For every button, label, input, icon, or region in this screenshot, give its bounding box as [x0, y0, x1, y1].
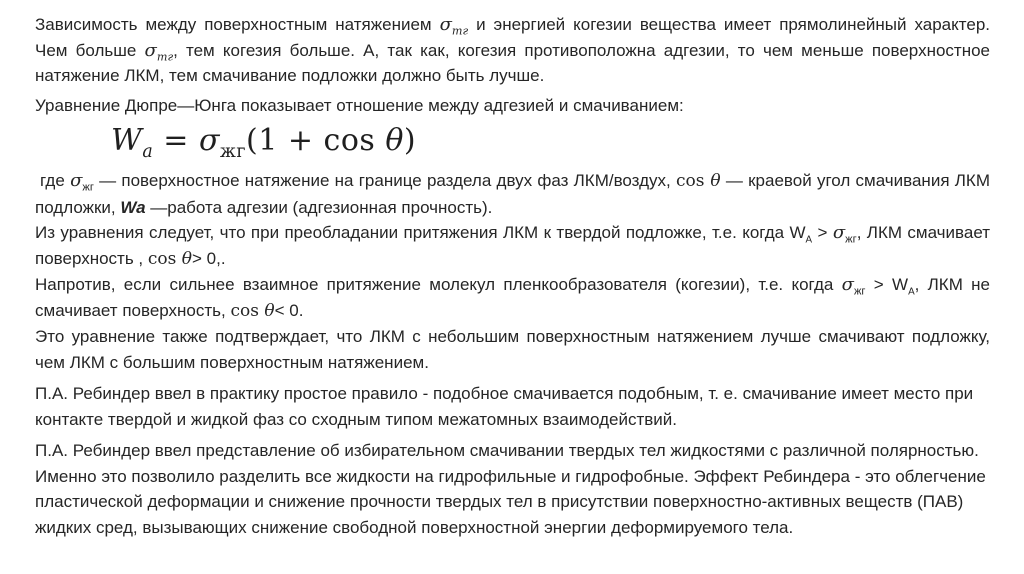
sigma-tg-subscript: тг: [156, 50, 174, 64]
sigma-glyph: σ: [144, 39, 157, 61]
work-of-adhesion-symbol: W: [111, 123, 143, 158]
text-run: Напротив, если сильнее взаимное притяжение молекул пленкообразователя (когезии), т.е. когда: [35, 275, 842, 294]
sigma-glyph: σ: [439, 14, 452, 35]
text-run: — поверхностное натяжение на границе раздела двух фаз ЛКМ/воздух,: [93, 171, 676, 190]
sigma-zhg-symbol: [841, 274, 866, 298]
paragraph-where-definitions: [35, 168, 990, 220]
paragraph-rebinder-rule: [35, 381, 990, 432]
paragraph-wetting-condition: [35, 220, 990, 272]
sigma-glyph: σ: [70, 170, 83, 191]
sigma-zhg-symbol: σ: [198, 123, 220, 158]
paragraph-dupre-young-intro: [35, 93, 990, 119]
text-run: и энергией когезии вещества имеет прямолинейный характер. Чем больше: [35, 15, 990, 60]
cos-symbol: cos: [147, 248, 182, 269]
sigma-tg-subscript: тг: [451, 24, 469, 38]
work-subscript: A: [805, 234, 813, 246]
formula-open-term: (1 + cos: [246, 123, 386, 158]
cos-symbol: cos: [230, 300, 265, 321]
text-run: П.А. Ребиндер ввел представление об избирательном смачивании твердых тел жидкостями с различной полярностью. Именно это позволило разделить все жидкости на гидрофильные и гидрофобные. Эффект Ребиндера - это облегчение пластической деформации и снижение прочности твердых тел в присутствии поверхностно-активных веществ (ПАВ) жидких сред, вызывающих снижение свободной поверхностной энергии деформируемого тела.: [35, 441, 986, 537]
text-run: > 0,.: [192, 248, 226, 268]
greater-than-sign: > W: [865, 275, 909, 294]
sigma-zhg-symbol: [832, 222, 857, 246]
text-run: Зависимость между поверхностным натяжением: [35, 15, 440, 34]
theta-symbol: θ: [710, 171, 721, 191]
theta-symbol: θ: [264, 300, 275, 321]
sigma-glyph: σ: [832, 222, 846, 243]
paragraph-equation-confirms: [35, 324, 990, 375]
text-run: , ЛКМ смачивает поверхность ,: [35, 223, 991, 268]
paragraph-surface-tension: [35, 12, 990, 89]
theta-symbol: θ: [181, 248, 193, 269]
work-subscript: A: [908, 286, 915, 298]
text-run: П.А. Ребиндер ввел в практику простое правило - подобное смачивается подобным, т. е. смачивание имеет место при контакте твердой и жидкой фаз со сходным типом межатомных взаимодействий.: [35, 384, 974, 429]
greater-than-sign: >: [812, 223, 833, 242]
text-run: Из уравнения следует, что при преобладании притяжения ЛКМ к твердой подложке, т.е. когда W: [35, 223, 806, 242]
sigma-zhg-subscript: жг: [82, 181, 94, 194]
equals-sign: =: [153, 123, 199, 158]
sigma-tg-symbol: [439, 14, 469, 38]
text-run: < 0.: [274, 300, 304, 320]
text-run: , тем когезия больше. А, так как, когезия противоположна адгезии, то чем меньше поверхностное натяжение ЛКМ, тем смачивание подложки должно быть лучше.: [35, 40, 990, 85]
text-run: — краевой угол смачивания ЛКМ подложки,: [35, 171, 990, 217]
paragraph-nonwetting-condition: [35, 272, 990, 324]
text-run: где: [40, 171, 71, 190]
work-subscript: a: [142, 142, 154, 162]
text-run: —работа адгезии (адгезионная прочность).: [145, 197, 493, 217]
text-run: Это уравнение также подтверждает, что ЛКМ с небольшим поверхностным натяжением лучше смачивают подложку, чем ЛКМ с большим поверхностным натяжением.: [35, 327, 990, 372]
work-of-adhesion-label: Wa: [120, 197, 146, 217]
sigma-zhg-subscript: жг: [845, 233, 857, 246]
sigma-zhg-subscript: жг: [219, 142, 247, 162]
theta-symbol: θ: [385, 123, 404, 158]
text-run: Уравнение Дюпре—Юнга показывает отношение между адгезией и смачиванием:: [35, 95, 684, 115]
sigma-zhg-symbol: [70, 170, 94, 194]
cos-symbol: cos: [675, 171, 711, 191]
sigma-zhg-subscript: жг: [853, 285, 866, 298]
sigma-tg-symbol: [144, 39, 174, 64]
sigma-glyph: σ: [841, 274, 854, 295]
text-run: , ЛКМ не смачивает поверхность,: [35, 275, 991, 320]
dupre-young-equation: [35, 121, 990, 161]
paragraph-rebinder-effect: [35, 438, 990, 540]
formula-close-paren: ): [403, 123, 417, 158]
